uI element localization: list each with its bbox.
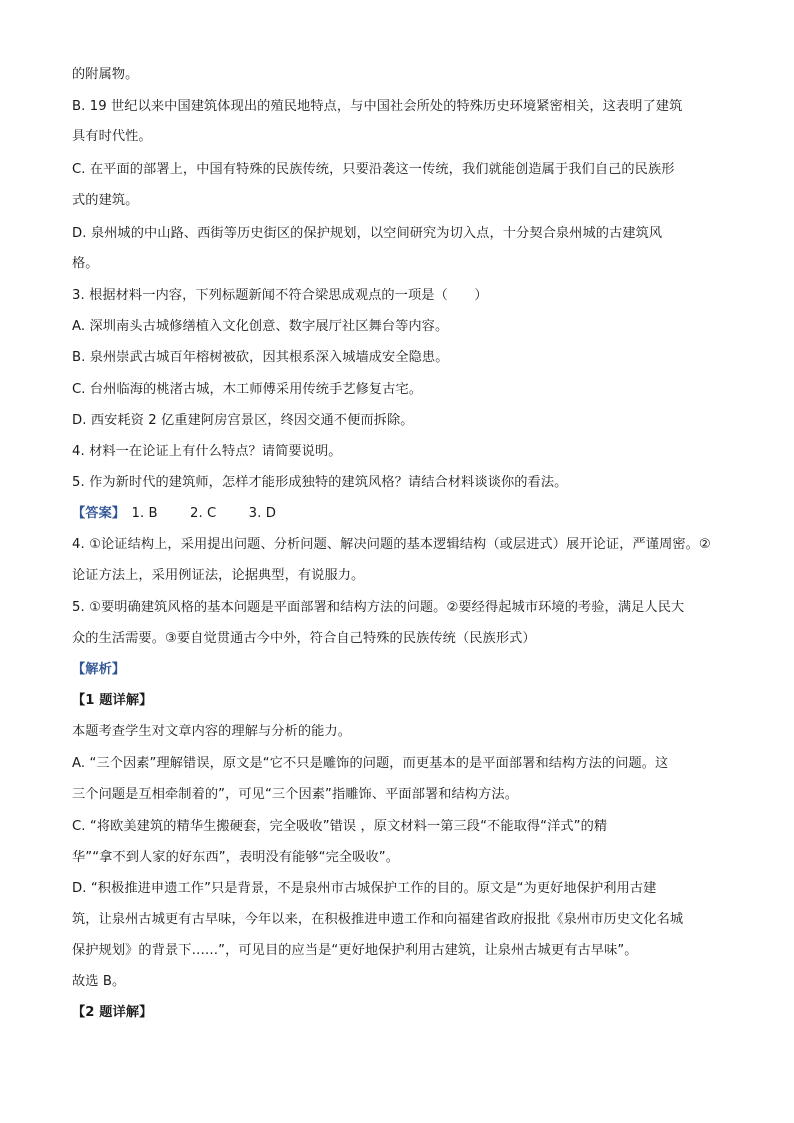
question-3-option-d: D. 西安耗资 2 亿重建阿房宫景区，终因交通不便而拆除。 [72, 413, 414, 428]
question-5: 5. 作为新时代的建筑师，怎样才能形成独特的建筑风格？请结合材料谈谈你的看法。 [72, 475, 568, 490]
text-line: A. “三个因素”理解错误，原文是“它不只是雕饰的问题，而更基本的是平面部署和结构方法的问题。这 [72, 756, 669, 771]
text-line: 本题考查学生对文章内容的理解与分析的能力。 [72, 724, 352, 739]
text-line: 格。 [72, 256, 99, 271]
option-b-text: B. 19 世纪以来中国建筑体现出的殖民地特点，与中国社会所处的特殊历史环境紧密相关，这表明了建筑 [72, 99, 683, 114]
text-line: 式的建筑。 [72, 193, 139, 208]
text-line: 的附属物。 [72, 67, 139, 82]
text-line: 论证方法上，采用例证法，论据典型，有说服力。 [72, 568, 365, 583]
q2-detail-heading: 【2 题详解】 [72, 1005, 153, 1020]
text-line: D. “积极推进申遗工作”只是背景，不是泉州市古城保护工作的目的。原文是“为更好地保护利用古建 [72, 881, 657, 896]
question-4: 4. 材料一在论证上有什么特点？请简要说明。 [72, 444, 342, 459]
text-line: 保护规划》的背景下……”，可见目的应当是“更好地保护利用古建筑，让泉州古城更有古早味”。 [72, 943, 638, 958]
text-line: 故选 B。 [72, 974, 126, 989]
text-line: C. “将欧美建筑的精华生搬硬套，完全吸收”错误 ，原文材料一第三段“不能取得“洋式”的精 [72, 819, 608, 834]
text-line: 华”“拿不到人家的好东西”，表明没有能够“完全吸收”。 [72, 850, 399, 865]
answer-3: 3. D [248, 506, 277, 521]
text-line: 众的生活需要。③要自觉贯通古今中外，符合自己特殊的民族传统（民族形式） [72, 631, 536, 646]
option-d-text: D. 泉州城的中山路、西街等历史街区的保护规划，以空间研究为切入点，十分契合泉州城的古建筑风 [72, 226, 663, 241]
answer-4-text: 4. ①论证结构上，采用提出问题、分析问题、解决问题的基本逻辑结构（或层进式）展开论证，严谨周密。② [72, 537, 711, 552]
analysis-label: 【解析】 [72, 662, 126, 677]
question-3-option-c: C. 台州临海的桃渚古城，木工师傅采用传统手艺修复古宅。 [72, 382, 423, 397]
text-line: 三个问题是互相牵制着的”，可见“三个因素”指雕饰、平面部署和结构方法。 [72, 787, 518, 802]
answer-line [72, 504, 276, 524]
text-line: 具有时代性。 [72, 129, 152, 144]
option-c-text: C. 在平面的部署上，中国有特殊的民族传统，只要沿袭这一传统，我们就能创造属于我们自己的民族形 [72, 162, 675, 177]
answer-2: 2. C [189, 506, 217, 521]
question-3-option-b: B. 泉州崇武古城百年榕树被砍，因其根系深入城墙成安全隐患。 [72, 350, 449, 365]
answer-5-text: 5. ①要明确建筑风格的基本问题是平面部署和结构方法的问题。②要经得起城市环境的考验，满足人民大 [72, 600, 685, 615]
q1-detail-heading: 【1 题详解】 [72, 693, 153, 708]
text-line: 筑，让泉州古城更有古早味，今年以来，在积极推进申遗工作和向福建省政府报批《泉州市历史文化名城 [72, 912, 684, 927]
answer-1: 1. B [131, 506, 158, 521]
answer-label: 【答案】 [72, 506, 126, 521]
question-3: 3. 根据材料一内容，下列标题新闻不符合梁思成观点的一项是（ ） [72, 288, 488, 303]
question-3-option-a: A. 深圳南头古城修缮植入文化创意、数字展厅社区舞台等内容。 [72, 319, 449, 334]
